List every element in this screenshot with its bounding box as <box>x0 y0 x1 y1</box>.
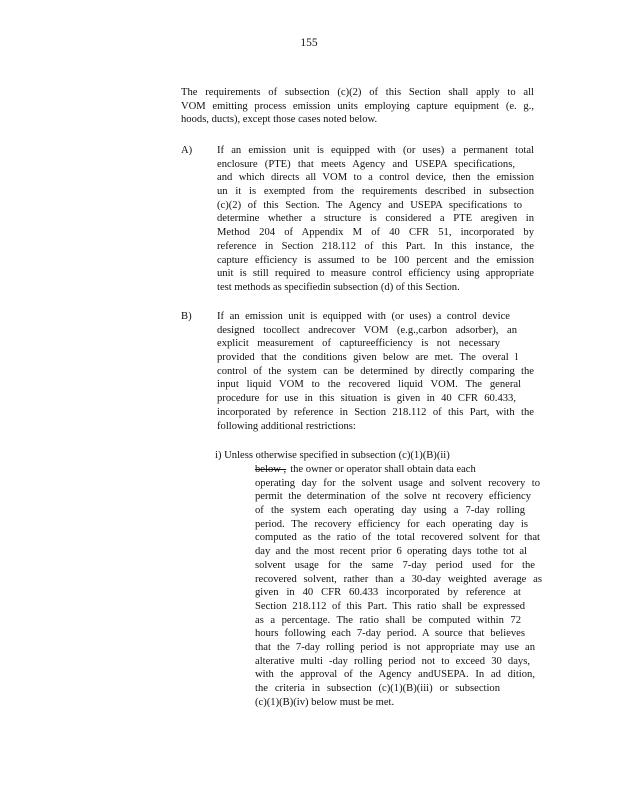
subitem-i-line: computed as the ratio of the total recovered solvent for that <box>255 532 540 544</box>
item-a-line: If an emission unit is equipped with (or uses) a permanent total <box>217 145 534 156</box>
subitem-i <box>215 449 545 463</box>
subitem-i-first-line <box>215 449 545 463</box>
item-a-line: Method 204 of Appendix M of 40 CFR 51, incorporated by <box>217 227 534 239</box>
item-a-line: un it is exempted from the requirements described in subsection <box>217 186 534 198</box>
subitem-i-line: alterative multi -day rolling period not to exceed 30 days, <box>255 655 530 667</box>
subitem-i-line: that the 7-day rolling period is not appropriate may use an <box>255 641 535 653</box>
item-a-line: capture efficiency is assumed to be 100 percent and the emission <box>217 254 534 266</box>
subitem-i-line: as a percentage. The ratio shall be computed within 72 <box>255 614 521 626</box>
subitem-i-line: of the system each operating day using a 7-day rolling <box>255 505 525 517</box>
intro-paragraph <box>181 86 534 127</box>
subitem-i-first-text: Unless otherwise specified in subsection (c)(1)(B)(ii) <box>224 450 450 461</box>
subitem-i-line: permit the determination of the solve nt recovery efficiency <box>255 491 531 503</box>
item-a-paragraph <box>217 144 534 295</box>
item-b-line: provided that the conditions given below are met. The overal l <box>217 352 518 364</box>
item-a-label: A) <box>181 145 193 156</box>
subitem-i-line: hours following each 7-day period. A source that believes <box>255 628 525 640</box>
item-b-line: incorporated by reference in Section 218.112 of this Part, with the <box>217 406 534 418</box>
subitem-i-line: recovered solvent, rather than a 30-day weighted average as <box>255 573 542 585</box>
subitem-i-line: given in 40 CFR 60.433 incorporated by reference at <box>255 587 521 599</box>
item-b-line: following additional restrictions: <box>217 420 356 432</box>
deleted-text: below , <box>255 464 287 475</box>
subitem-i-body <box>255 463 542 709</box>
item-a-line: reference in Section 218.112 of this Part. In this instance, the <box>217 240 534 252</box>
item-a-line: and which directs all VOM to a control device, then the emission <box>217 172 534 184</box>
intro-line: VOM emitting process emission units employing capture equipment (e. g., <box>181 100 534 112</box>
item-b-paragraph <box>217 310 534 433</box>
subitem-i-line: day and the most recent prior 6 operating days tothe tot al <box>255 546 527 558</box>
subitem-i-line <box>255 463 535 477</box>
item-b-label: B) <box>181 311 192 322</box>
subitem-i-line: solvent usage for the same 7-day period used for the <box>255 559 535 571</box>
item-b-line: input liquid VOM to the recovered liquid VOM. The general <box>217 379 521 391</box>
item-a-line: determine whether a structure is considered a PTE aregiven in <box>217 213 534 225</box>
subitem-i-line: (c)(1)(B)(iv) below must be met. <box>255 696 395 708</box>
item-b-line: explicit measurement of captureefficiency is not necessary <box>217 338 500 350</box>
intro-line: The requirements of subsection (c)(2) of this Section shall apply to all <box>181 87 534 98</box>
subitem-i-line: operating day for the solvent usage and solvent recovery to <box>255 477 540 489</box>
item-a-line: test methods as specifiedin subsection (d) of this Section. <box>217 281 460 293</box>
subitem-i-line: with the approval of the Agency andUSEPA. In ad dition, <box>255 669 535 681</box>
page-number: 155 <box>300 37 318 49</box>
subitem-i-line: Section 218.112 of this Part. This ratio shall be expressed <box>255 600 525 612</box>
item-b-line: procedure for use in this situation is given in 40 CFR 60.433, <box>217 393 516 405</box>
item-a-line: (c)(2) of this Section. The Agency and USEPA specifications to <box>217 199 522 211</box>
item-b-line: designed tocollect andrecover VOM (e.g.,carbon adsorber), an <box>217 324 517 336</box>
subitem-i-line: period. The recovery efficiency for each operating day is <box>255 518 528 530</box>
subitem-i-label: i) <box>215 450 222 461</box>
subitem-i-line: the criteria in subsection (c)(1)(B)(iii) or subsection <box>255 683 500 694</box>
item-b-line: If an emission unit is equipped with (or uses) a control device <box>217 311 510 322</box>
item-a-line: unit is still required to measure control efficiency using appropriate <box>217 268 534 280</box>
item-b-line: control of the system can be determined by directly comparing the <box>217 365 534 377</box>
subitem-i-line-text: the owner or operator shall obtain data each <box>290 464 476 475</box>
intro-line: hoods, ducts), except those cases noted below. <box>181 114 378 126</box>
item-a-line: enclosure (PTE) that meets Agency and USEPA specifications, <box>217 158 515 170</box>
